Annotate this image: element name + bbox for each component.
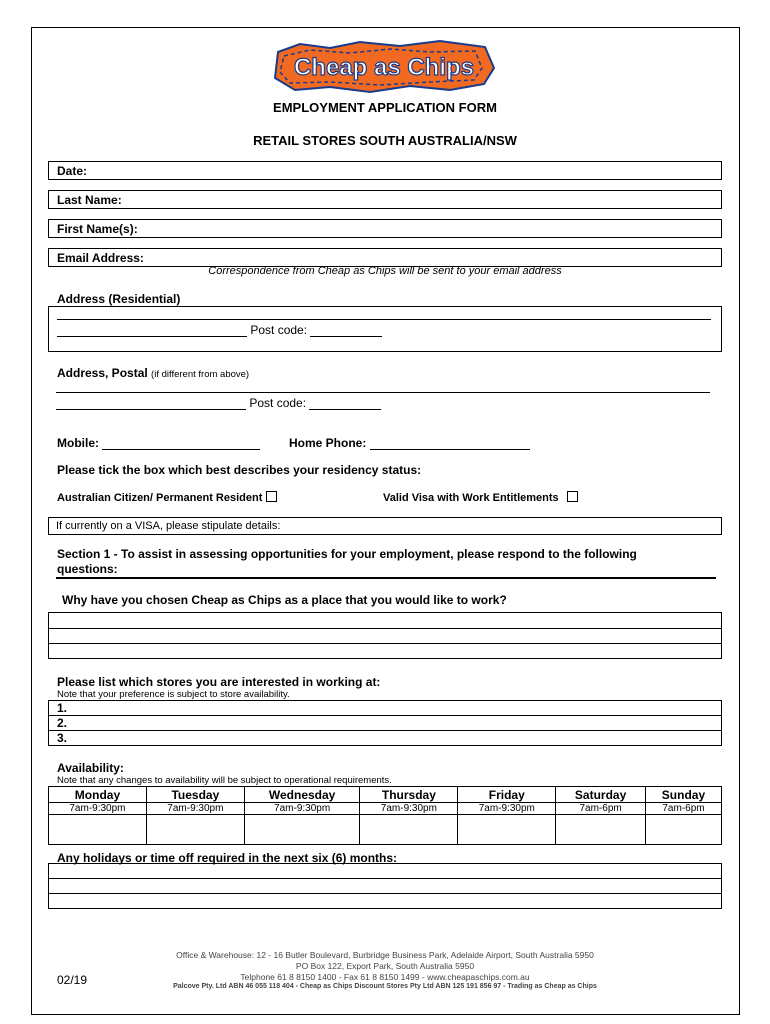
- hours-sunday: 7am-6pm: [645, 803, 721, 815]
- availability-table: [48, 786, 722, 845]
- day-header-sunday: Sunday: [645, 787, 721, 803]
- hours-monday: 7am-9:30pm: [49, 803, 147, 815]
- stores-note: Note that your preference is subject to store availability.: [57, 689, 290, 700]
- day-header-wednesday: Wednesday: [244, 787, 360, 803]
- availability-cell-tuesday[interactable]: [146, 815, 244, 845]
- form-title: EMPLOYMENT APPLICATION FORM: [273, 100, 497, 115]
- first-name-label: First Name(s):: [57, 222, 138, 236]
- holidays-line[interactable]: [49, 879, 722, 894]
- store-row-label: 2.: [57, 716, 68, 730]
- answer-line[interactable]: [49, 613, 722, 629]
- stores-grid: [48, 700, 722, 746]
- availability-cell-friday[interactable]: [458, 815, 556, 845]
- hours-saturday: 7am-6pm: [556, 803, 646, 815]
- availability-note: Note that any changes to availability will be subject to operational requirements.: [57, 775, 392, 786]
- postal-postcode-row: [56, 396, 381, 410]
- postcode-label: Post code:: [249, 396, 307, 410]
- logo-text: Cheap as Chips: [293, 54, 475, 81]
- first-name-field[interactable]: [48, 219, 722, 238]
- postcode-label: Post code:: [250, 323, 308, 337]
- mobile-row: [57, 436, 260, 450]
- availability-cell-wednesday[interactable]: [244, 815, 360, 845]
- home-phone-line[interactable]: [370, 438, 530, 450]
- citizen-label: Australian Citizen/ Permanent Resident: [57, 492, 263, 504]
- email-note: Correspondence from Cheap as Chips will be sent to your email address: [208, 265, 562, 277]
- address-residential-box[interactable]: [48, 306, 722, 352]
- why-question: Why have you chosen Cheap as Chips as a place that you would like to work?: [62, 593, 507, 607]
- holidays-line[interactable]: [49, 894, 722, 909]
- availability-cell-saturday[interactable]: [556, 815, 646, 845]
- date-field[interactable]: [48, 161, 722, 180]
- store-row-label: 3.: [57, 731, 68, 745]
- last-name-field[interactable]: [48, 190, 722, 209]
- cheap-as-chips-logo: [270, 38, 498, 94]
- availability-cell-thursday[interactable]: [360, 815, 458, 845]
- hours-tuesday: 7am-9:30pm: [146, 803, 244, 815]
- section1-rule: [56, 577, 716, 579]
- home-phone-row: [289, 436, 530, 450]
- email-label: Email Address:: [57, 251, 144, 265]
- store-row[interactable]: [49, 701, 722, 716]
- availability-heading: Availability:: [57, 761, 124, 775]
- footer-contact: Telphone 61 8 8150 1400 - Fax 61 8 8150 1499 - www.cheapaschips.com.au: [240, 972, 530, 982]
- availability-cell-sunday[interactable]: [645, 815, 721, 845]
- footer-office: Office & Warehouse: 12 - 16 Butler Boulevard, Burbridge Business Park, Adelaide Airport, South Australia 5950: [176, 950, 594, 960]
- day-header-monday: Monday: [49, 787, 147, 803]
- address-postal-note: (if different from above): [151, 369, 250, 380]
- answer-line[interactable]: [49, 629, 722, 644]
- residency-question: Please tick the box which best describes your residency status:: [57, 463, 422, 477]
- visa-checkbox[interactable]: [567, 491, 578, 502]
- holidays-line[interactable]: [49, 864, 722, 879]
- why-answer-grid: [48, 612, 722, 659]
- store-row[interactable]: [49, 731, 722, 746]
- stores-heading: Please list which stores you are interested in working at:: [57, 675, 381, 689]
- postcode-line[interactable]: [310, 325, 382, 337]
- day-header-thursday: Thursday: [360, 787, 458, 803]
- holidays-heading: Any holidays or time off required in the next six (6) months:: [57, 851, 398, 865]
- day-header-friday: Friday: [458, 787, 556, 803]
- form-version: 02/19: [57, 973, 88, 987]
- home-phone-label: Home Phone:: [289, 436, 367, 450]
- holidays-grid: [48, 863, 722, 909]
- day-header-tuesday: Tuesday: [146, 787, 244, 803]
- date-label: Date:: [57, 164, 88, 178]
- day-header-saturday: Saturday: [556, 787, 646, 803]
- store-row-label: 1.: [57, 701, 68, 715]
- form-subtitle: RETAIL STORES SOUTH AUSTRALIA/NSW: [253, 133, 517, 148]
- footer-po-box: PO Box 122, Export Park, South Australia 5950: [295, 961, 475, 971]
- address-line: [57, 325, 247, 337]
- address-residential-label: Address (Residential): [57, 292, 181, 306]
- mobile-label: Mobile:: [57, 436, 99, 450]
- visa-label: Valid Visa with Work Entitlements: [383, 492, 559, 504]
- section1-heading: Section 1 - To assist in assessing opportunities for your employment, please respond to the following questions:: [57, 547, 637, 576]
- visa-option: [383, 491, 578, 504]
- footer-abn: Palcove Pty. Ltd ABN 46 055 118 404 - Cheap as Chips Discount Stores Pty Ltd ABN 125 191 856 97 - Trading as Cheap as Chips: [173, 983, 597, 990]
- visa-details-field[interactable]: [48, 517, 722, 535]
- answer-line[interactable]: [49, 644, 722, 659]
- visa-details-label: If currently on a VISA, please stipulate details:: [56, 520, 281, 532]
- hours-friday: 7am-9:30pm: [458, 803, 556, 815]
- address-line: [57, 319, 711, 320]
- address-postal-label-wrap: [57, 366, 249, 380]
- citizen-option: [57, 491, 277, 504]
- last-name-label: Last Name:: [57, 193, 122, 207]
- availability-cell-monday[interactable]: [49, 815, 147, 845]
- postal-address-line[interactable]: [56, 398, 246, 410]
- hours-wednesday: 7am-9:30pm: [244, 803, 360, 815]
- mobile-line[interactable]: [102, 438, 260, 450]
- store-row[interactable]: [49, 716, 722, 731]
- postcode-line[interactable]: [309, 398, 381, 410]
- citizen-checkbox[interactable]: [266, 491, 277, 502]
- postal-address-line[interactable]: [56, 392, 710, 393]
- address-postal-label: Address, Postal: [57, 366, 148, 380]
- hours-thursday: 7am-9:30pm: [360, 803, 458, 815]
